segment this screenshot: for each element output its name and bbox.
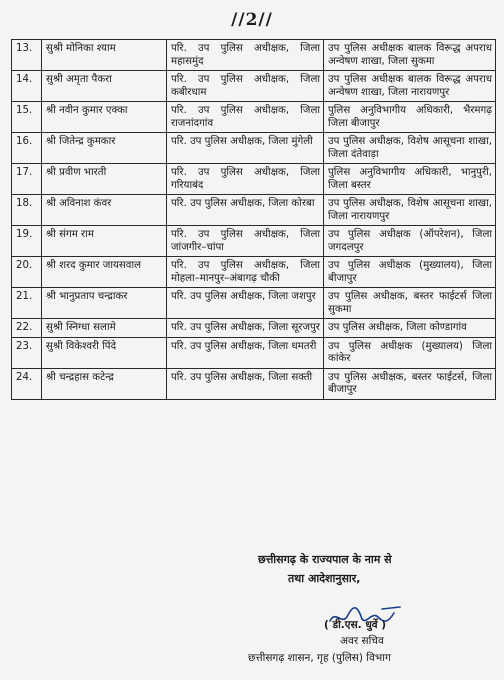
transfer-row: [12, 164, 496, 195]
transfer-row: [12, 288, 496, 319]
signature-block: [0, 540, 504, 680]
serial-number-cell: 21.: [12, 288, 42, 319]
new-posting-cell: उप पुलिस अधीक्षक, विशेष आसूचना शाखा, जिला नारायणपुर: [324, 195, 496, 226]
new-posting-cell: उप पुलिस अधीक्षक (मुख्यालय), जिला बीजापुर: [324, 257, 496, 288]
transfer-row: [12, 40, 496, 71]
new-posting-cell: उप पुलिस अधीक्षक बालक विरूद्ध अपराध अन्वेषण शाखा, जिला सुकमा: [324, 40, 496, 71]
current-posting-cell: परि. उप पुलिस अधीक्षक, जिला जशपुर: [167, 288, 324, 319]
officer-name-cell: श्री प्रवीण भारती: [42, 164, 167, 195]
serial-number-cell: 20.: [12, 257, 42, 288]
current-posting-cell: परि. उप पुलिस अधीक्षक, जिला कोरबा: [167, 195, 324, 226]
transfer-table-body: [12, 40, 496, 400]
current-posting-cell: परि. उप पुलिस अधीक्षक, जिला मोहला–मानपुर–अंबागढ़ चौकी: [167, 257, 324, 288]
signatory-name: ( डी.एस. धुर्वे ): [324, 619, 387, 631]
serial-number-cell: 18.: [12, 195, 42, 226]
officer-name-cell: श्री अविनाश कंवर: [42, 195, 167, 226]
authority-line-2: तथा आदेशानुसार,: [288, 572, 361, 585]
officer-name-cell: श्री नवीन कुमार एक्का: [42, 102, 167, 133]
serial-number-cell: 23.: [12, 337, 42, 368]
signatory-department: छत्तीसगढ़ शासन, गृह (पुलिस) विभाग: [248, 652, 391, 664]
current-posting-cell: परि. उप पुलिस अधीक्षक, जिला महासमुंद: [167, 40, 324, 71]
serial-number-cell: 15.: [12, 102, 42, 133]
current-posting-cell: परि. उप पुलिस अधीक्षक, जिला राजनांदगांव: [167, 102, 324, 133]
new-posting-cell: उप पुलिस अधीक्षक, जिला कोण्डागांव: [324, 319, 496, 338]
transfer-row: [12, 226, 496, 257]
serial-number-cell: 24.: [12, 368, 42, 399]
officer-name-cell: श्री चन्द्रहास कटेन्द्र: [42, 368, 167, 399]
serial-number-cell: 22.: [12, 319, 42, 338]
officer-name-cell: सुश्री मोनिका श्याम: [42, 40, 167, 71]
new-posting-cell: उप पुलिस अधीक्षक, बस्तर फाईटर्स, जिला बीजापुर: [324, 368, 496, 399]
new-posting-cell: उप पुलिस अधीक्षक (ऑपरेशन), जिला जगदलपुर: [324, 226, 496, 257]
transfer-row: [12, 319, 496, 338]
authority-text: [258, 550, 392, 588]
officer-name-cell: श्री संगम राम: [42, 226, 167, 257]
serial-number-cell: 14.: [12, 71, 42, 102]
new-posting-cell: उप पुलिस अधीक्षक, विशेष आसूचना शाखा, जिला दंतेवाड़ा: [324, 133, 496, 164]
transfer-row: [12, 102, 496, 133]
serial-number-cell: 19.: [12, 226, 42, 257]
transfer-row: [12, 257, 496, 288]
current-posting-cell: परि. उप पुलिस अधीक्षक, जिला जांजगीर–चांपा: [167, 226, 324, 257]
transfer-row: [12, 133, 496, 164]
new-posting-cell: पुलिस अनुविभागीय अधिकारी, भानुपुरी, जिला बस्तर: [324, 164, 496, 195]
serial-number-cell: 16.: [12, 133, 42, 164]
current-posting-cell: परि. उप पुलिस अधीक्षक, जिला गरियाबंद: [167, 164, 324, 195]
officer-name-cell: श्री भानुप्रताप चन्द्राकर: [42, 288, 167, 319]
page-number: //2//: [231, 10, 273, 30]
new-posting-cell: उप पुलिस अधीक्षक (मुख्यालय) जिला कांकेर: [324, 337, 496, 368]
transfer-row: [12, 337, 496, 368]
officer-name-cell: श्री शरद कुमार जायसवाल: [42, 257, 167, 288]
transfer-row: [12, 195, 496, 226]
authority-line-1: छत्तीसगढ़ के राज्यपाल के नाम से: [258, 553, 392, 566]
officer-name-cell: सुश्री विकेश्वरी पिंदे: [42, 337, 167, 368]
current-posting-cell: परि. उप पुलिस अधीक्षक, जिला धमतरी: [167, 337, 324, 368]
current-posting-cell: परि. उप पुलिस अधीक्षक, जिला कबीरधाम: [167, 71, 324, 102]
officer-name-cell: सुश्री स्निग्धा सलामे: [42, 319, 167, 338]
new-posting-cell: उप पुलिस अधीक्षक बालक विरूद्ध अपराध अन्वेषण शाखा, जिला नारायणपुर: [324, 71, 496, 102]
serial-number-cell: 17.: [12, 164, 42, 195]
signatory-designation: अवर सचिव: [340, 635, 384, 647]
serial-number-cell: 13.: [12, 40, 42, 71]
transfer-row: [12, 71, 496, 102]
current-posting-cell: परि. उप पुलिस अधीक्षक, जिला मुंगेली: [167, 133, 324, 164]
transfer-row: [12, 368, 496, 399]
new-posting-cell: उप पुलिस अधीक्षक, बस्तर फाईटर्स जिला सुकमा: [324, 288, 496, 319]
officer-name-cell: सुश्री अमृता पैकरा: [42, 71, 167, 102]
new-posting-cell: पुलिस अनुविभागीय अधिकारी, भैरमगढ़ जिला बीजापुर: [324, 102, 496, 133]
current-posting-cell: परि. उप पुलिस अधीक्षक, जिला सक्ती: [167, 368, 324, 399]
transfer-table: [11, 39, 496, 400]
current-posting-cell: परि. उप पुलिस अधीक्षक, जिला सूरजपुर: [167, 319, 324, 338]
officer-name-cell: श्री जितेन्द्र कुमकार: [42, 133, 167, 164]
